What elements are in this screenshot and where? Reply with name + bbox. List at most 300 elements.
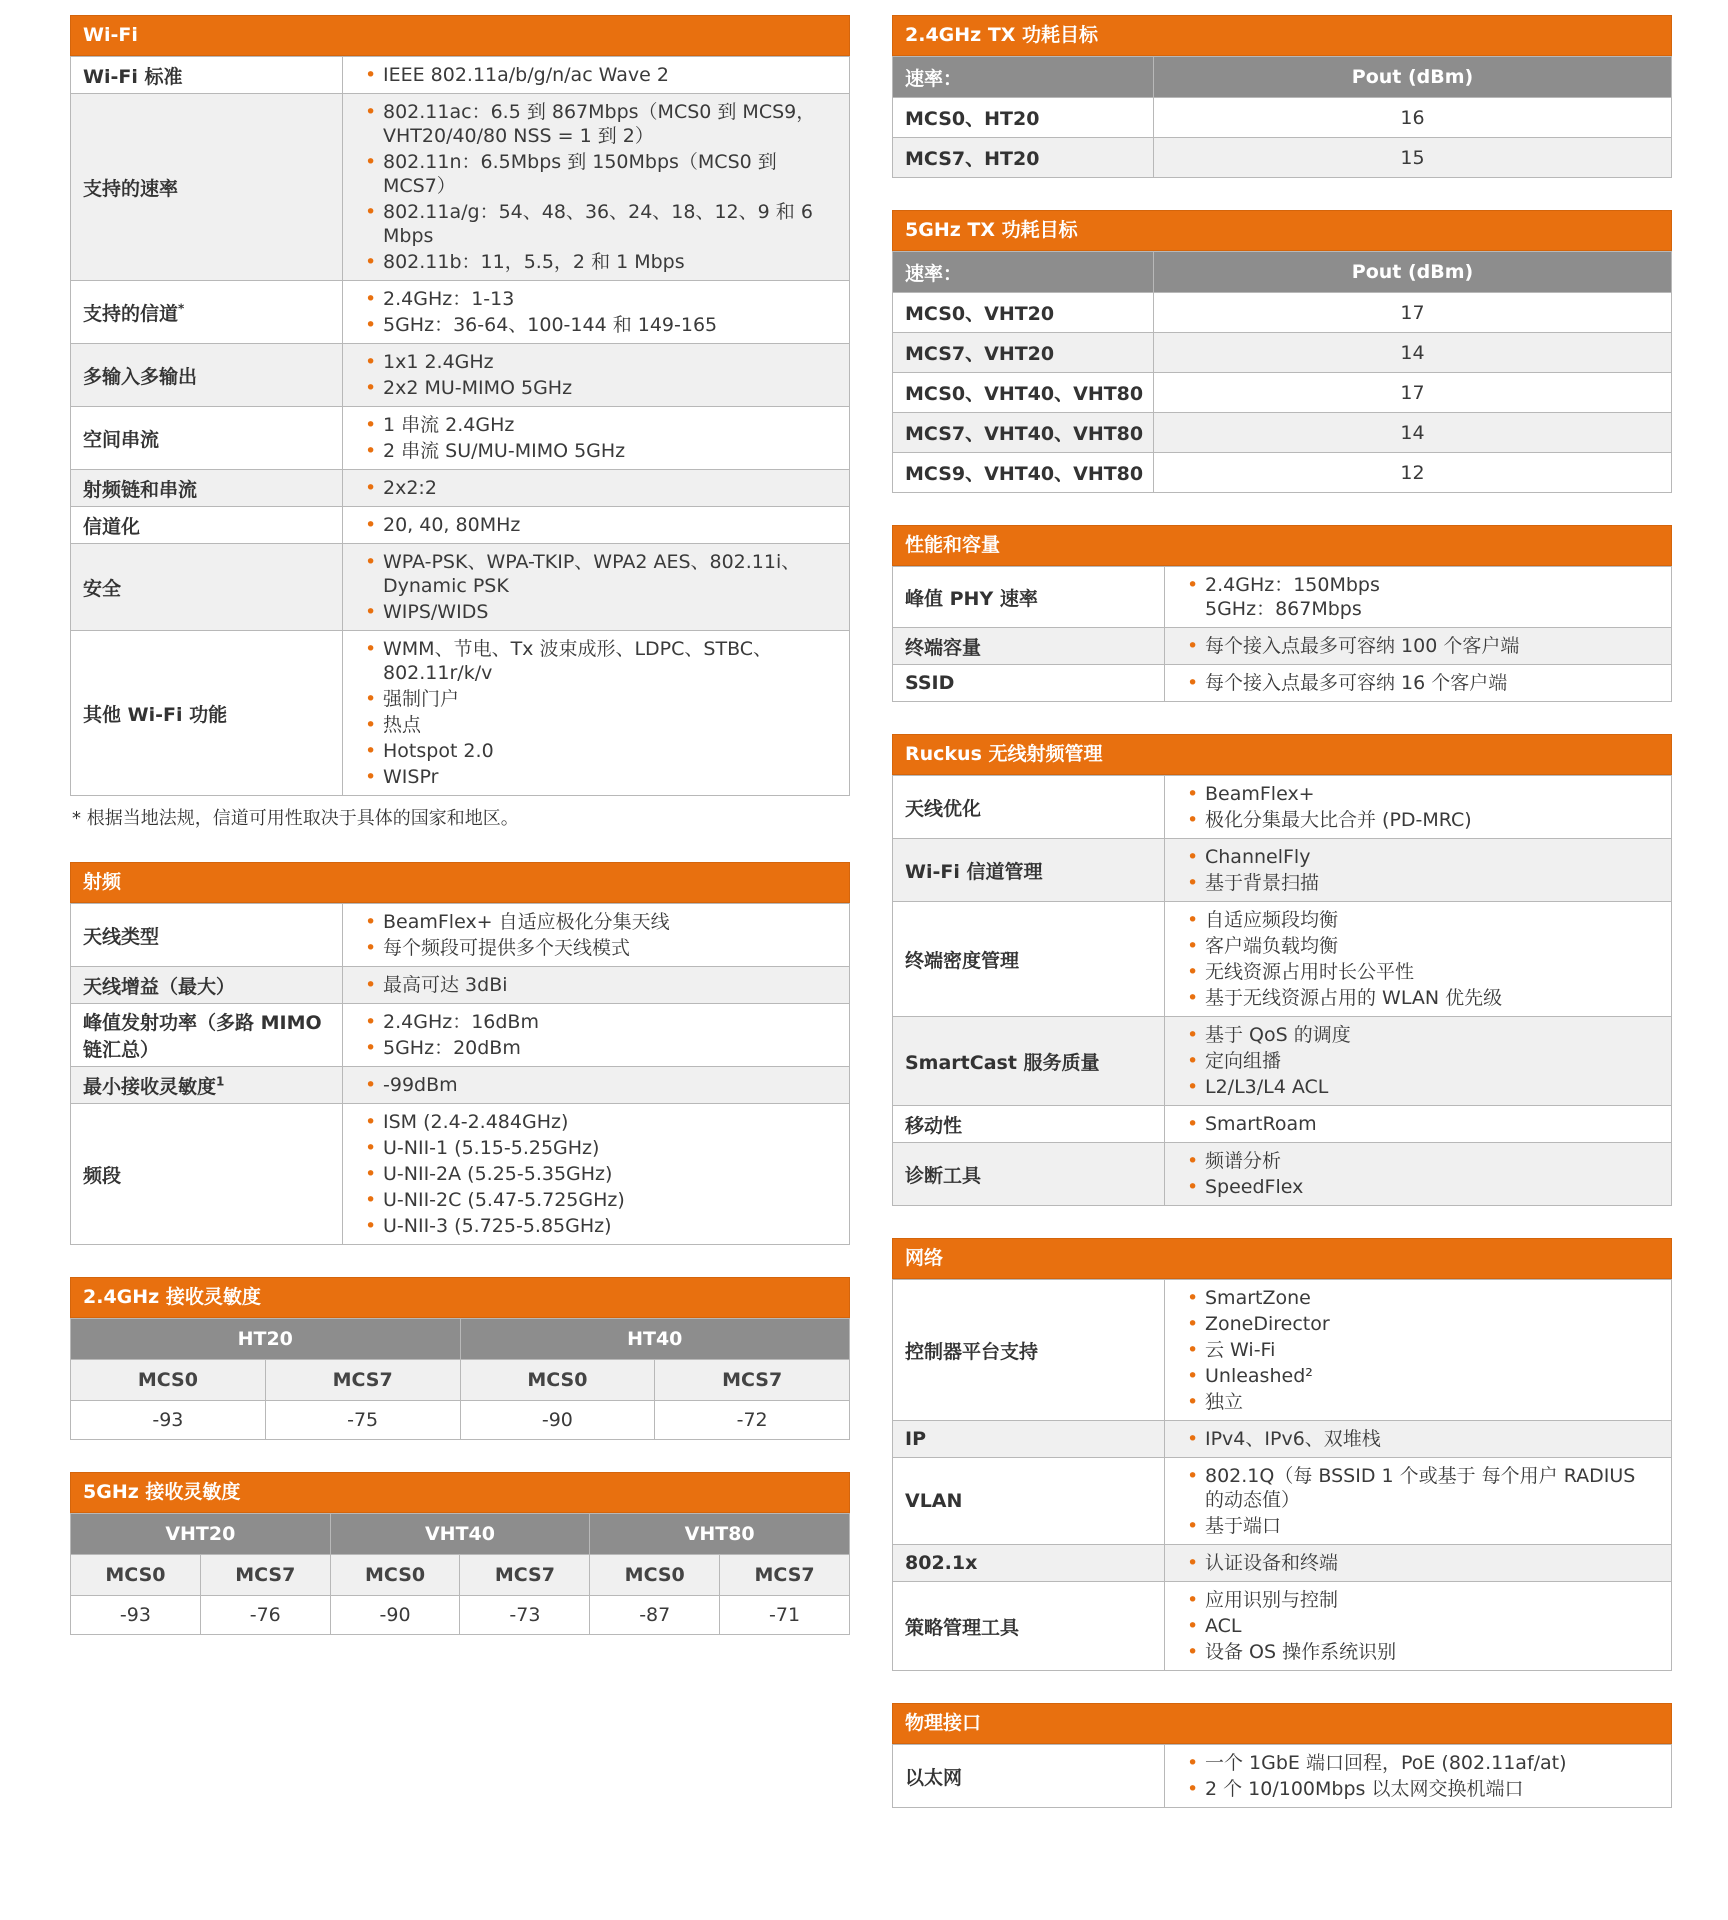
spec-label-text: 策略管理工具 [905,1616,1020,1639]
rate-label: MCS7、HT20 [893,138,1154,178]
power-row [893,293,1672,333]
bullet-item: • L2/L3/L4 ACL [1187,1075,1659,1099]
bullet-item: • 强制门户 [365,687,837,711]
pout-value: 16 [1154,98,1672,138]
bullet-item: • 2x2 MU-MIMO 5GHz [365,376,837,400]
spec-label-text: 802.1x [905,1552,978,1574]
bullet-list [1187,1464,1659,1538]
rx5-section-title: 5GHz 接收灵敏度 [70,1472,850,1513]
spec-row [71,631,850,796]
wifi-table [70,56,850,796]
pout-header: Pout (dBm) [1154,57,1672,98]
spec-label [71,94,343,281]
spec-label [893,1143,1165,1206]
bullet-item: • 云 Wi-Fi [1187,1338,1659,1362]
spec-label [71,1104,343,1245]
group-header: VHT40 [330,1514,590,1555]
spec-value [1165,839,1672,902]
bullet-item: • 客户端负载均衡 [1187,934,1659,958]
pout-value: 14 [1154,413,1672,453]
rate-header: 速率： [893,57,1154,98]
bullet-item: • 802.11b：11，5.5，2 和 1 Mbps [365,250,837,274]
bullet-list [1187,1551,1659,1575]
bullet-item: • 2.4GHz：16dBm [365,1010,837,1034]
footnote-marker: 1 [216,1074,225,1089]
bullet-item: • 一个 1GbE 端口回程，PoE (802.11af/at) [1187,1751,1659,1775]
bullet-item: • ISM (2.4-2.484GHz) [365,1110,837,1134]
spec-row [893,1017,1672,1106]
sensitivity-value: -93 [71,1401,266,1440]
bullet-list [365,1073,837,1097]
spec-label-text: 频段 [83,1164,122,1187]
bullet-list [1187,782,1659,832]
sub-header: MCS7 [720,1555,850,1596]
spec-label [893,1421,1165,1458]
tx5-section [892,210,1672,493]
network-table [892,1279,1672,1671]
spec-label-text: 其他 Wi-Fi 功能 [83,703,228,726]
rx5-table [70,1513,850,1635]
bullet-item: • 2 个 10/100Mbps 以太网交换机端口 [1187,1777,1659,1801]
bullet-item: • 802.1Q（每 BSSID 1 个或基于 每个用户 RADIUS 的动态值） [1187,1464,1659,1512]
spec-row [71,544,850,631]
spec-value [1165,1017,1672,1106]
sub-header: MCS0 [330,1555,460,1596]
spec-row [71,94,850,281]
ruckus-section-title: Ruckus 无线射频管理 [892,734,1672,775]
spec-label-text: 安全 [83,577,122,600]
spec-value [1165,1745,1672,1808]
spec-label [893,1745,1165,1808]
bullet-list [365,1110,837,1238]
spec-row [71,470,850,507]
spec-row [893,776,1672,839]
bullet-item: • 独立 [1187,1390,1659,1414]
spec-label [893,1545,1165,1582]
spec-value [343,344,850,407]
spec-label-text: IP [905,1428,926,1450]
rate-label: MCS0、HT20 [893,98,1154,138]
spec-row [893,1421,1672,1458]
rate-label: MCS0、VHT20 [893,293,1154,333]
bullet-item: • 基于背景扫描 [1187,871,1659,895]
spec-label-text: 以太网 [905,1766,963,1789]
spec-value [1165,1582,1672,1671]
sub-header-row [71,1555,850,1596]
bullet-list [1187,845,1659,895]
group-header: VHT20 [71,1514,331,1555]
bullet-list [1187,671,1659,695]
sensitivity-value: -72 [655,1401,850,1440]
spec-row [893,1106,1672,1143]
sensitivity-value: -75 [265,1401,460,1440]
spec-value [1165,1280,1672,1421]
tx24-section-title: 2.4GHz TX 功耗目标 [892,15,1672,56]
sensitivity-value: -73 [460,1596,590,1635]
bullet-item: • SmartZone [1187,1286,1659,1310]
bullet-list [365,513,837,537]
spec-label [71,904,343,967]
bullet-list [365,973,837,997]
spec-label-text: 多输入多输出 [83,365,198,388]
bullet-list [1187,634,1659,658]
spec-label-text: 天线类型 [83,925,160,948]
bullet-list [1187,1427,1659,1451]
spec-label [71,544,343,631]
spec-label-text: 峰值发射功率（多路 MIMO 链汇总） [83,1012,322,1061]
pout-header: Pout (dBm) [1154,252,1672,293]
power-row [893,138,1672,178]
bullet-list [365,413,837,463]
bullet-list [365,100,837,274]
spec-label-text: 最小接收灵敏度 [83,1075,217,1098]
bullet-item: • ZoneDirector [1187,1312,1659,1336]
bullet-item: • 基于 QoS 的调度 [1187,1023,1659,1047]
power-header-row [893,252,1672,293]
perf-section [892,525,1672,702]
sensitivity-value: -90 [330,1596,460,1635]
bullet-item: • ChannelFly [1187,845,1659,869]
sub-header: MCS0 [460,1360,655,1401]
bullet-item: • 2.4GHz：1-13 [365,287,837,311]
sub-header: MCS7 [200,1555,330,1596]
sensitivity-value: -90 [460,1401,655,1440]
bullet-list [365,637,837,789]
spec-label [71,1067,343,1104]
bullet-item: • 20, 40, 80MHz [365,513,837,537]
sensitivity-value: -71 [720,1596,850,1635]
network-section [892,1238,1672,1671]
bullet-list [365,550,837,624]
pout-value: 12 [1154,453,1672,493]
bullet-item: • 热点 [365,713,837,737]
spec-label-text: 支持的信道 [83,302,179,325]
phys-section [892,1703,1672,1808]
spec-row [71,1104,850,1245]
ruckus-section [892,734,1672,1206]
spec-label-text: 空间串流 [83,428,160,451]
spec-label-text: 移动性 [905,1114,963,1137]
spec-row [71,507,850,544]
power-row [893,453,1672,493]
spec-label [71,967,343,1004]
value-row [71,1401,850,1440]
bullet-list [1187,1588,1659,1664]
spec-value [1165,665,1672,702]
bullet-item: • WPA-PSK、WPA-TKIP、WPA2 AES、802.11i、Dynamic PSK [365,550,837,598]
perf-section-title: 性能和容量 [892,525,1672,566]
spec-row [893,628,1672,665]
tx5-table [892,251,1672,493]
group-header-row [71,1319,850,1360]
spec-value [1165,902,1672,1017]
pout-value: 17 [1154,373,1672,413]
right-column [892,15,1672,1840]
bullet-item: • 自适应频段均衡 [1187,908,1659,932]
spec-value [1165,628,1672,665]
bullet-item: • 基于端口 [1187,1514,1659,1538]
sub-header: MCS7 [460,1555,590,1596]
spec-label [893,839,1165,902]
spec-label-text: 诊断工具 [905,1164,982,1187]
bullet-list [365,287,837,337]
spec-row [893,1582,1672,1671]
spec-value [343,470,850,507]
bullet-item: • 设备 OS 操作系统识别 [1187,1640,1659,1664]
spec-row [71,344,850,407]
spec-row [893,1545,1672,1582]
spec-label [893,902,1165,1017]
bullet-item: • U-NII-2A (5.25-5.35GHz) [365,1162,837,1186]
spec-row [893,1280,1672,1421]
bullet-list [365,476,837,500]
group-header: HT40 [460,1319,850,1360]
spec-row [71,281,850,344]
bullet-item: • 802.11a/g：54、48、36、24、18、12、9 和 6 Mbps [365,200,837,248]
spec-label [893,1582,1165,1671]
bullet-list [1187,1751,1659,1801]
rx5-section [70,1472,850,1635]
pout-value: 14 [1154,333,1672,373]
group-header: HT20 [71,1319,461,1360]
spec-row [893,839,1672,902]
wifi-section [70,15,850,830]
spec-label [71,507,343,544]
spec-value [343,544,850,631]
network-section-title: 网络 [892,1238,1672,1279]
spec-label [71,344,343,407]
rf-section [70,862,850,1245]
spec-label [71,407,343,470]
sub-header-row [71,1360,850,1401]
spec-row [71,904,850,967]
bullet-list [1187,1112,1659,1136]
spec-label [893,1106,1165,1143]
sensitivity-value: -76 [200,1596,330,1635]
spec-row [71,407,850,470]
spec-row [893,665,1672,702]
bullet-item: • 802.11n：6.5Mbps 到 150Mbps（MCS0 到 MCS7） [365,150,837,198]
bullet-item: • BeamFlex+ 自适应极化分集天线 [365,910,837,934]
bullet-item: • ACL [1187,1614,1659,1638]
rx24-table [70,1318,850,1440]
spec-value [343,631,850,796]
bullet-list [1187,1149,1659,1199]
spec-label-text: 支持的速率 [83,177,179,200]
bullet-item: • 每个接入点最多可容纳 100 个客户端 [1187,634,1659,658]
spec-label-text: SSID [905,672,955,694]
bullet-list [1187,1286,1659,1414]
bullet-item: • SpeedFlex [1187,1175,1659,1199]
bullet-item: • WIPS/WIDS [365,600,837,624]
spec-label-text: Wi-Fi 标准 [83,65,183,88]
pout-value: 15 [1154,138,1672,178]
rf-section-title: 射频 [70,862,850,903]
bullet-item: • WMM、节电、Tx 波束成形、LDPC、STBC、802.11r/k/v [365,637,837,685]
bullet-item: • IEEE 802.11a/b/g/n/ac Wave 2 [365,63,837,87]
bullet-item: • U-NII-1 (5.15-5.25GHz) [365,1136,837,1160]
bullet-item: • 2 串流 SU/MU-MIMO 5GHz [365,439,837,463]
bullet-item: • 1 串流 2.4GHz [365,413,837,437]
bullet-item: • 每个频段可提供多个天线模式 [365,936,837,960]
power-row [893,413,1672,453]
spec-value [343,1004,850,1067]
bullet-item: • WISPr [365,765,837,789]
spec-label [71,631,343,796]
rate-label: MCS7、VHT20 [893,333,1154,373]
spec-row [71,967,850,1004]
spec-label [893,665,1165,702]
spec-label-text: SmartCast 服务质量 [905,1051,1100,1074]
tx24-section [892,15,1672,178]
spec-label-text: 射频链和串流 [83,478,198,501]
spec-label [893,567,1165,628]
bullet-list [365,350,837,400]
power-row [893,333,1672,373]
sensitivity-value: -87 [590,1596,720,1635]
spec-label-text: 信道化 [83,515,141,538]
spec-row [893,1458,1672,1545]
bullet-item: • 2x2:2 [365,476,837,500]
group-header: VHT80 [590,1514,850,1555]
spec-value [343,281,850,344]
sub-header: MCS0 [590,1555,720,1596]
rate-header: 速率： [893,252,1154,293]
rx24-section-title: 2.4GHz 接收灵敏度 [70,1277,850,1318]
spec-value [1165,1421,1672,1458]
spec-row [893,567,1672,628]
spec-row [893,902,1672,1017]
power-row [893,373,1672,413]
bullet-item: • 1x1 2.4GHz [365,350,837,374]
spec-row [71,57,850,94]
spec-value [1165,567,1672,628]
power-row [893,98,1672,138]
power-header-row [893,57,1672,98]
sub-header: MCS0 [71,1555,201,1596]
spec-label [71,470,343,507]
spec-label [893,1458,1165,1545]
sub-header: MCS7 [265,1360,460,1401]
spec-label-text: 天线增益（最大） [83,975,236,998]
rx24-section [70,1277,850,1440]
bullet-item: • U-NII-3 (5.725-5.85GHz) [365,1214,837,1238]
bullet-list [1187,1023,1659,1099]
ruckus-table [892,775,1672,1206]
footnote-marker: * [178,301,185,316]
spec-label-text: 终端容量 [905,636,982,659]
spec-row [71,1067,850,1104]
bullet-list [365,1010,837,1060]
spec-value [343,967,850,1004]
tx24-table [892,56,1672,178]
spec-label [71,57,343,94]
rate-label: MCS0、VHT40、VHT80 [893,373,1154,413]
spec-label-text: 终端密度管理 [905,949,1020,972]
rf-table [70,903,850,1245]
spec-value [1165,1143,1672,1206]
value-row [71,1596,850,1635]
bullet-item: • 基于无线资源占用的 WLAN 优先级 [1187,986,1659,1010]
phys-table [892,1744,1672,1808]
rate-label: MCS7、VHT40、VHT80 [893,413,1154,453]
bullet-item: • 定向组播 [1187,1049,1659,1073]
spec-value [343,1104,850,1245]
bullet-item: • U-NII-2C (5.47-5.725GHz) [365,1188,837,1212]
perf-table [892,566,1672,702]
bullet-item: • 认证设备和终端 [1187,1551,1659,1575]
bullet-list [365,63,837,87]
spec-value [1165,1106,1672,1143]
spec-label-text: 峰值 PHY 速率 [905,587,1038,610]
spec-value [1165,776,1672,839]
bullet-list [1187,908,1659,1010]
spec-label-text: VLAN [905,1490,963,1512]
bullet-item: • 每个接入点最多可容纳 16 个客户端 [1187,671,1659,695]
spec-value [343,904,850,967]
spec-label [71,1004,343,1067]
spec-row [893,1745,1672,1808]
bullet-item: • BeamFlex+ [1187,782,1659,806]
spec-value [343,507,850,544]
spec-value [1165,1545,1672,1582]
spec-value [1165,1458,1672,1545]
spec-value [343,57,850,94]
bullet-item: • 5GHz：20dBm [365,1036,837,1060]
bullet-item: • Hotspot 2.0 [365,739,837,763]
bullet-item: • SmartRoam [1187,1112,1659,1136]
rate-label: MCS9、VHT40、VHT80 [893,453,1154,493]
wifi-section-title: Wi-Fi [70,15,850,56]
bullet-item: • 无线资源占用时长公平性 [1187,960,1659,984]
bullet-item: • 极化分集最大比合并 (PD-MRC) [1187,808,1659,832]
spec-label [71,281,343,344]
spec-label [893,1017,1165,1106]
spec-row [71,1004,850,1067]
spec-label [893,628,1165,665]
spec-label [893,1280,1165,1421]
bullet-item: • IPv4、IPv6、双堆栈 [1187,1427,1659,1451]
spec-label-text: 控制器平台支持 [905,1340,1039,1363]
bullet-item: • 频谱分析 [1187,1149,1659,1173]
bullet-list [1187,573,1659,621]
group-header-row [71,1514,850,1555]
phys-section-title: 物理接口 [892,1703,1672,1744]
left-column [70,15,850,1667]
spec-label [893,776,1165,839]
bullet-item: • 2.4GHz：150Mbps 5GHz：867Mbps [1187,573,1659,621]
pout-value: 17 [1154,293,1672,333]
bullet-item: • 802.11ac：6.5 到 867Mbps（MCS0 到 MCS9，VHT20/40/80 NSS = 1 到 2） [365,100,837,148]
bullet-list [365,910,837,960]
spec-label-text: 天线优化 [905,797,982,820]
sub-header: MCS0 [71,1360,266,1401]
tx5-section-title: 5GHz TX 功耗目标 [892,210,1672,251]
channel-footnote: * 根据当地法规，信道可用性取决于具体的国家和地区。 [72,808,519,829]
bullet-item: • -99dBm [365,1073,837,1097]
bullet-item: • 5GHz：36-64、100-144 和 149-165 [365,313,837,337]
spec-row [893,1143,1672,1206]
sensitivity-value: -93 [71,1596,201,1635]
spec-value [343,1067,850,1104]
spec-value [343,94,850,281]
spec-label-text: Wi-Fi 信道管理 [905,860,1043,883]
spec-value [343,407,850,470]
bullet-item: • 应用识别与控制 [1187,1588,1659,1612]
bullet-item: • Unleashed² [1187,1364,1659,1388]
bullet-item: • 最高可达 3dBi [365,973,837,997]
sub-header: MCS7 [655,1360,850,1401]
